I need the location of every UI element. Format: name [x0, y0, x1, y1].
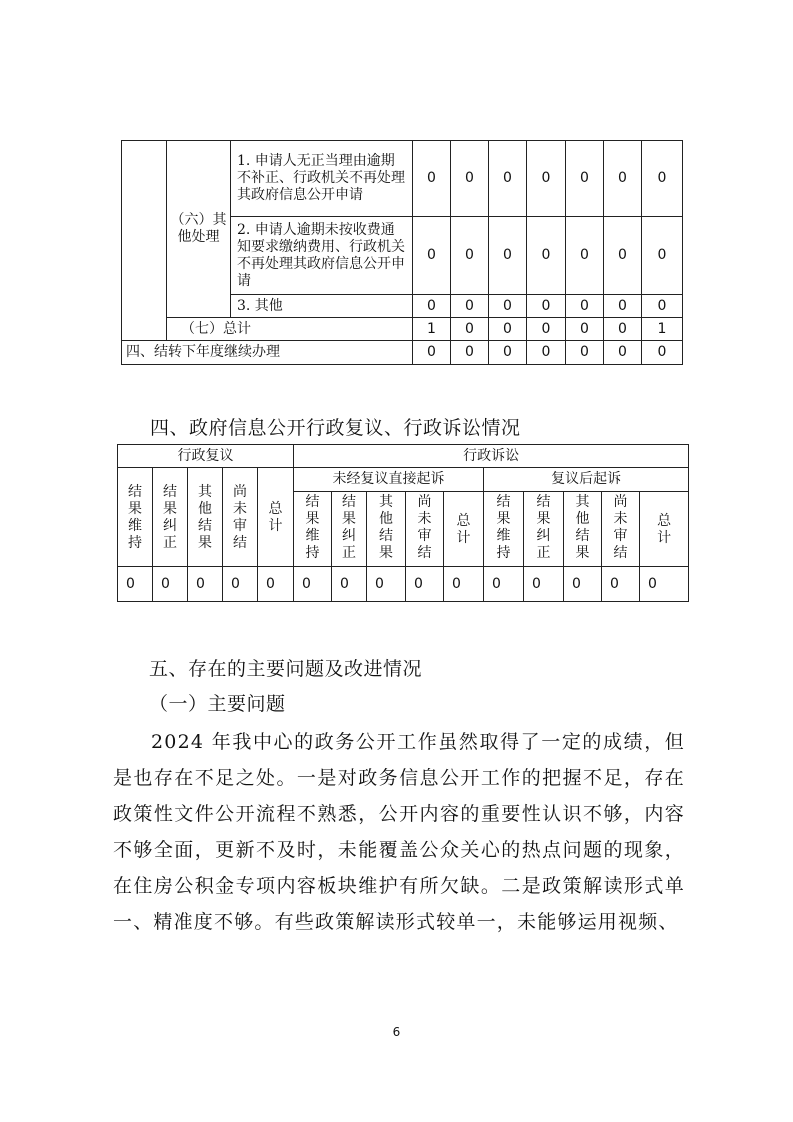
col-label [602, 492, 640, 567]
cell-value: 0 [524, 567, 564, 602]
cell-value: 1 [413, 318, 451, 341]
cell-value: 0 [489, 295, 527, 318]
cell-value: 0 [604, 318, 642, 341]
table-row [118, 567, 689, 602]
cell-value: 0 [602, 567, 640, 602]
col-label-text: 结果维持 [128, 484, 142, 551]
cell-value: 0 [489, 341, 527, 365]
col-label [444, 492, 484, 567]
col-label [367, 492, 406, 567]
header-direct-suit: 未经复议直接起诉 [294, 468, 484, 492]
cell-value: 0 [484, 567, 524, 602]
cell-value: 0 [566, 318, 604, 341]
col-label [153, 468, 188, 567]
col-label-text: 结果纠正 [342, 494, 357, 561]
col-label [524, 492, 564, 567]
cell-value: 0 [564, 567, 602, 602]
cell-value: 0 [451, 217, 489, 295]
cell-value: 0 [188, 567, 223, 602]
table-header-row [118, 468, 689, 492]
cell-value: 0 [489, 141, 527, 217]
merged-left-cell [122, 141, 167, 341]
cell-value: 0 [527, 217, 566, 295]
col-label-text: 尚未审结 [417, 494, 432, 561]
cell-value: 0 [413, 217, 451, 295]
cell-value: 0 [527, 341, 566, 365]
col-label [258, 468, 294, 567]
section-5-title: 五、存在的主要问题及改进情况 [149, 658, 423, 680]
total-label: （七）总计 [167, 318, 413, 341]
cell-value: 0 [153, 567, 188, 602]
header-admin-review: 行政复议 [118, 445, 294, 468]
cell-value: 0 [413, 295, 451, 318]
col-label-text: 结果维持 [305, 494, 320, 561]
cell-value: 0 [566, 295, 604, 318]
cell-value: 0 [640, 567, 689, 602]
col-label [406, 492, 444, 567]
col-label-text: 其他结果 [575, 494, 590, 561]
col-label [332, 492, 367, 567]
cell-value: 0 [642, 341, 683, 365]
col-label-text: 总计 [268, 501, 283, 534]
col-label-text: 尚未审结 [613, 494, 628, 561]
col-label-text: 总计 [456, 513, 471, 546]
cell-value: 0 [527, 141, 566, 217]
cell-value: 0 [489, 318, 527, 341]
cell-value: 0 [527, 295, 566, 318]
table-row-carry [122, 341, 683, 365]
cell-value: 0 [604, 217, 642, 295]
group-label-other-handling [167, 141, 231, 318]
cell-value: 0 [451, 318, 489, 341]
col-label [223, 468, 258, 567]
cell-value: 0 [451, 341, 489, 365]
cell-value: 0 [294, 567, 332, 602]
cell-value: 0 [118, 567, 153, 602]
cell-value: 0 [642, 217, 683, 295]
col-label-text: 其他结果 [379, 494, 394, 561]
header-admin-litigation: 行政诉讼 [294, 445, 689, 468]
cell-value: 0 [406, 567, 444, 602]
col-label [118, 468, 153, 567]
cell-value: 0 [413, 141, 451, 217]
application-handling-table [121, 140, 683, 365]
col-label-text: 其他结果 [198, 484, 212, 551]
section-4-title: 四、政府信息公开行政复议、行政诉讼情况 [150, 417, 521, 439]
carry-label: 四、结转下年度继续办理 [122, 341, 413, 365]
table-row-total [122, 318, 683, 341]
body-paragraph: 2024 年我中心的政务公开工作虽然取得了一定的成绩，但是也存在不足之处。一是对政务信息公开工作的把握不足，存在政策性文件公开流程不熟悉，公开内容的重要性认识不够，内容不够全面，更新不及时，未能覆盖公众关心的热点问题的现象，在住房公积金专项内容板块维护有所欠缺。二是政策解读形式单一、精准度不够。有些政策解读形式较单一，未能够运用视频、 [113, 731, 685, 933]
col-label [640, 492, 689, 567]
group-label-text: （六）其他处理 [170, 212, 227, 245]
col-label [484, 492, 524, 567]
cell-value: 0 [642, 295, 683, 318]
cell-value: 0 [527, 318, 566, 341]
review-litigation-table [117, 444, 689, 602]
table-header-row [118, 445, 689, 468]
cell-value: 0 [604, 141, 642, 217]
cell-value: 0 [566, 341, 604, 365]
cell-value: 0 [444, 567, 484, 602]
col-label-text: 结果纠正 [536, 494, 551, 561]
cell-value: 0 [604, 341, 642, 365]
cell-value: 0 [332, 567, 367, 602]
row-desc: 1. 申请人无正当理由逾期不补正、行政机关不再处理其政府信息公开申请 [231, 141, 413, 217]
page-number: 6 [392, 1025, 401, 1039]
cell-value: 0 [642, 141, 683, 217]
cell-value: 0 [451, 141, 489, 217]
cell-value: 0 [451, 295, 489, 318]
header-after-review-suit: 复议后起诉 [484, 468, 689, 492]
cell-value: 0 [604, 295, 642, 318]
col-label [294, 492, 332, 567]
cell-value: 0 [413, 341, 451, 365]
subsection-title: （一）主要问题 [149, 693, 286, 715]
col-label-text: 尚未审结 [233, 484, 247, 551]
col-label [188, 468, 223, 567]
col-label-text: 结果维持 [496, 494, 511, 561]
row-desc: 3. 其他 [231, 295, 413, 318]
cell-value: 0 [223, 567, 258, 602]
col-label-text: 总计 [657, 513, 672, 546]
row-desc: 2. 申请人逾期未按收费通知要求缴纳费用、行政机关不再处理其政府信息公开申请 [231, 217, 413, 295]
table-row [122, 141, 683, 217]
cell-value: 0 [489, 217, 527, 295]
col-label-text: 结果纠正 [163, 484, 177, 551]
cell-value: 1 [642, 318, 683, 341]
col-label [564, 492, 602, 567]
cell-value: 0 [566, 217, 604, 295]
cell-value: 0 [367, 567, 406, 602]
cell-value: 0 [566, 141, 604, 217]
cell-value: 0 [258, 567, 294, 602]
